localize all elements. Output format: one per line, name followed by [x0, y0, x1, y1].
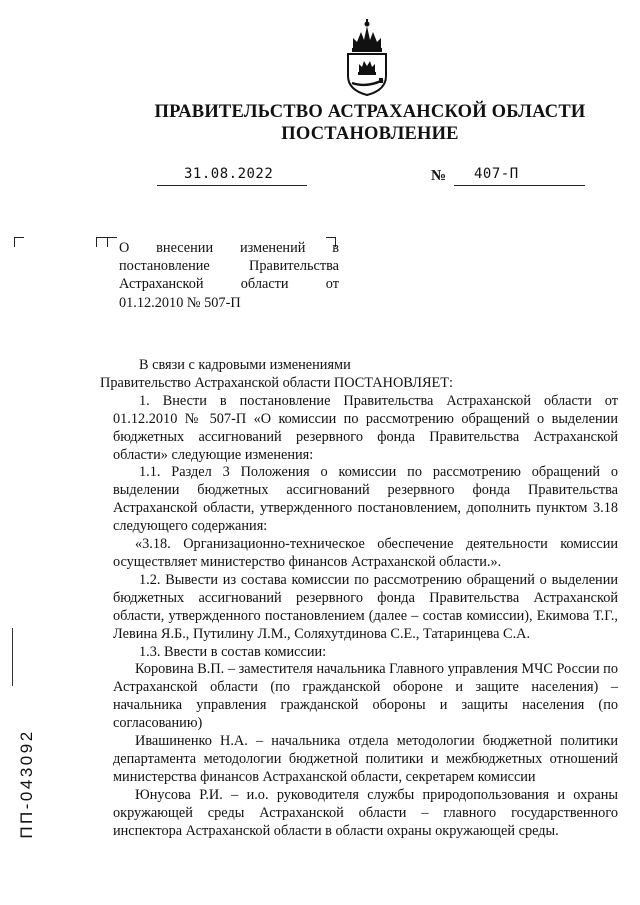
paragraph-1-2: 1.2. Вывести из состава комиссии по рассмотрению обращений о выделении бюджетных ассигнований резервного фонда Правительства Астраханской области, утвержденного постановлением (далее – состав комиссии), Екимова Т.Г., Левина Я.Б., Путилину Л.М., Соляхутдинова С.Е., Татаринцева С.А.: [113, 571, 618, 642]
paragraph-3-18: «3.18. Организационно-техническое обеспечение деятельности комиссии осуществляет министерство финансов Астраханской области.».: [113, 536, 618, 570]
paragraph-1: 1. Внести в постановление Правительства Астраханской области от 01.12.2010 № 507-П «О комиссии по рассмотрению обращений о выделении бюджетных ассигнований резервного фонда Правительства Астраханской области» следующие изменения:: [113, 392, 618, 463]
member-ivashinenko: Ивашиненко Н.А. – начальника отдела методологии бюджетной политики департамента методологии бюджетной политики и межбюджетных отношений министерства финансов Астраханской области, секретарем комиссии: [113, 733, 618, 785]
document-date: 31.08.2022: [184, 166, 274, 182]
paragraph-1-3: 1.3. Ввести в состав комиссии:: [139, 643, 327, 660]
document-number: 407-П: [474, 166, 519, 182]
number-underline: [454, 185, 585, 186]
member-yunusov: Юнусова Р.И. – и.о. руководителя службы природопользования и охраны окружающей среды Астраханской области – главного государственного инспектора Астраханской области в области охраны окружающей среды.: [113, 786, 618, 839]
margin-serial-number: ПП-043092: [17, 729, 36, 839]
number-sign: №: [431, 168, 447, 184]
corner-mark: [107, 237, 117, 247]
resolution-line: Правительство Астраханской области ПОСТАНОВЛЯЕТ:: [100, 374, 453, 391]
document-body: [100, 357, 618, 840]
document-subject: О внесении изменений в постановление Правительства Астраханской области от 01.12.2010 № 507-П: [119, 240, 339, 311]
member-korovin: Коровина В.П. – заместителя начальника Главного управления МЧС России по Астраханской области (по гражданской обороне и защите населения) – начальника управления гражданской обороны и защиты населения (по согласованию): [113, 661, 618, 732]
corner-mark: [14, 237, 24, 247]
preamble-line: В связи с кадровыми изменениями: [139, 357, 351, 373]
corner-mark: [96, 237, 107, 247]
date-underline: [157, 185, 307, 186]
paragraph-1-1: 1.1. Раздел 3 Положения о комиссии по рассмотрению обращений о выделении бюджетных ассигнований резервного фонда Правительства Астраханской области, утвержденного постановлением, дополнить пунктом 3.18 следующего содержания:: [113, 464, 618, 535]
margin-mark: [12, 628, 13, 686]
document-type: ПОСТАНОВЛЕНИЕ: [281, 124, 459, 144]
organization-title: ПРАВИТЕЛЬСТВО АСТРАХАНСКОЙ ОБЛАСТИ: [154, 102, 586, 122]
astrakhan-coat-of-arms-icon: [343, 18, 391, 96]
